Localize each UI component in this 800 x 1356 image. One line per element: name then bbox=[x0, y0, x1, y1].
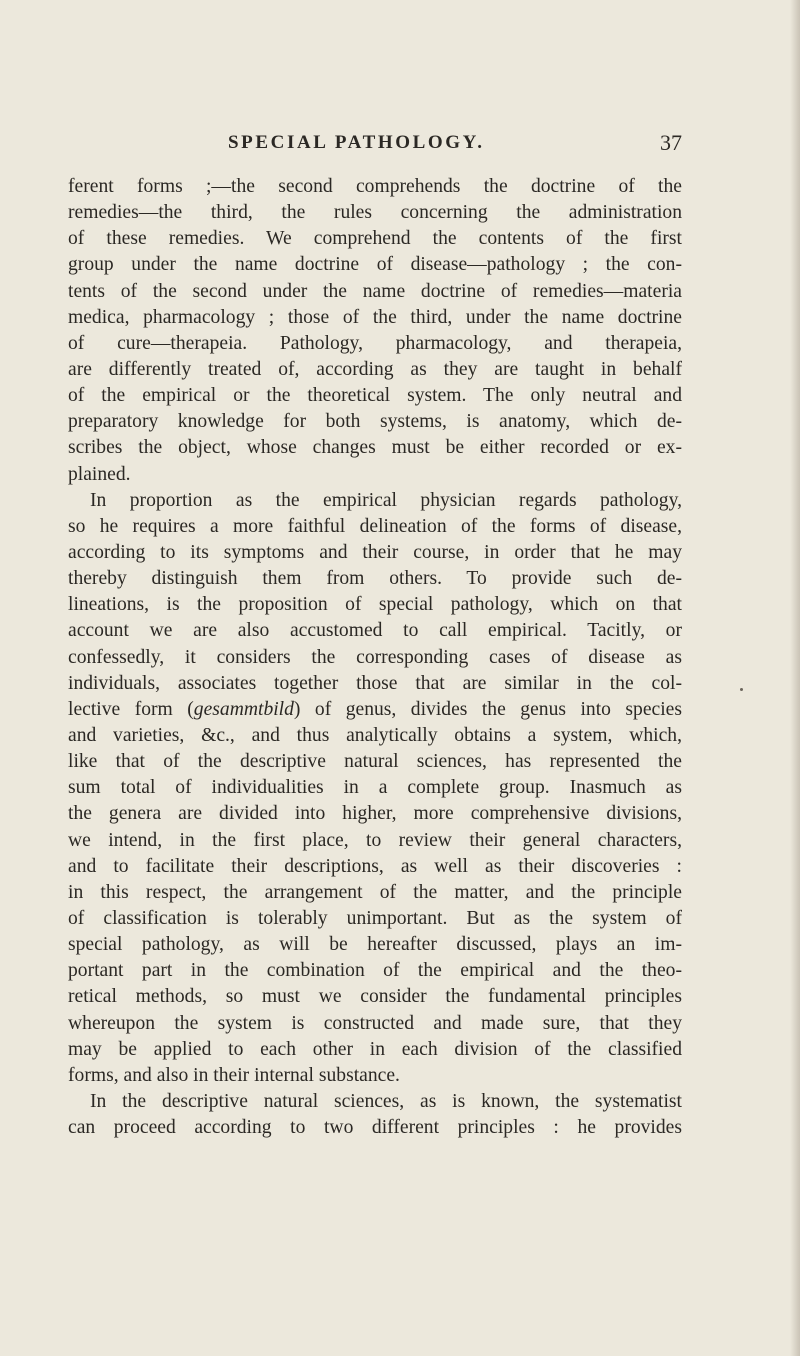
text-line-with-italic: lective form (gesammtbild) of genus, divides the genus into species bbox=[68, 698, 682, 720]
text-line: preparatory knowledge for both systems, is anatomy, which de- bbox=[68, 411, 682, 433]
text-line: remedies—the third, the rules concerning the administration bbox=[68, 202, 682, 224]
paragraph-start-line: In the descriptive natural sciences, as is known, the systematist bbox=[90, 1090, 682, 1112]
text-line: and to facilitate their descriptions, as well as their discoveries : bbox=[68, 855, 682, 877]
text-line: confessedly, it considers the corresponding cases of disease as bbox=[68, 646, 682, 668]
paragraph-start-line: In proportion as the empirical physician regards pathology, bbox=[90, 489, 682, 511]
text-line: can proceed according to two different principles : he provides bbox=[68, 1117, 682, 1139]
text-line: like that of the descriptive natural sciences, has represented the bbox=[68, 751, 682, 773]
running-head bbox=[68, 130, 682, 156]
text-line: the genera are divided into higher, more comprehensive divisions, bbox=[68, 803, 682, 825]
text-line: according to its symptoms and their course, in order that he may bbox=[68, 541, 682, 563]
italic-term: gesammtbild bbox=[193, 698, 294, 720]
text-line: ferent forms ;—the second comprehends the doctrine of the bbox=[68, 176, 682, 197]
text-line: of classification is tolerably unimportant. But as the system of bbox=[68, 907, 682, 929]
text-line: thereby distinguish them from others. To provide such de- bbox=[68, 568, 682, 590]
text-line: are differently treated of, according as they are taught in behalf bbox=[68, 358, 682, 380]
text-line: lineations, is the proposition of special pathology, which on that bbox=[68, 594, 682, 616]
text-line: retical methods, so must we consider the fundamental principles bbox=[68, 986, 682, 1008]
text-line: in this respect, the arrangement of the matter, and the principle bbox=[68, 881, 682, 903]
text-line: sum total of individualities in a complete group. Inasmuch as bbox=[68, 777, 682, 799]
text-line: group under the name doctrine of disease—pathology ; the con- bbox=[68, 254, 682, 276]
text-line: and varieties, &c., and thus analytically obtains a system, which, bbox=[68, 724, 682, 746]
text-line: scribes the object, whose changes must be either recorded or ex- bbox=[68, 437, 682, 459]
text-line: portant part in the combination of the empirical and the theo- bbox=[68, 960, 682, 982]
margin-dot bbox=[740, 688, 743, 691]
text-line: individuals, associates together those that are similar in the col- bbox=[68, 672, 682, 694]
page-edge-shadow bbox=[790, 0, 800, 1356]
text-line: of the empirical or the theoretical system. The only neutral and bbox=[68, 385, 682, 407]
text-line: we intend, in the first place, to review their general characters, bbox=[68, 829, 682, 851]
page-number: 37 bbox=[660, 130, 682, 155]
running-title: SPECIAL PATHOLOGY. bbox=[228, 132, 485, 153]
text-line: of these remedies. We comprehend the contents of the first bbox=[68, 228, 682, 250]
text-line: so he requires a more faithful delineation of the forms of disease, bbox=[68, 515, 682, 537]
body-text bbox=[68, 174, 682, 1284]
text-line: account we are also accustomed to call empirical. Tacitly, or bbox=[68, 620, 682, 642]
text-line: whereupon the system is constructed and made sure, that they bbox=[68, 1012, 682, 1034]
text-line: medica, pharmacology ; those of the third, under the name doctrine bbox=[68, 306, 682, 328]
text-line: may be applied to each other in each division of the classified bbox=[68, 1038, 682, 1060]
text-line: of cure—therapeia. Pathology, pharmacology, and therapeia, bbox=[68, 332, 682, 354]
text-line: forms, and also in their internal substance. bbox=[68, 1064, 400, 1086]
text-line: tents of the second under the name doctrine of remedies—materia bbox=[68, 280, 682, 302]
text-line: plained. bbox=[68, 463, 131, 485]
text-line: special pathology, as will be hereafter discussed, plays an im- bbox=[68, 934, 682, 956]
